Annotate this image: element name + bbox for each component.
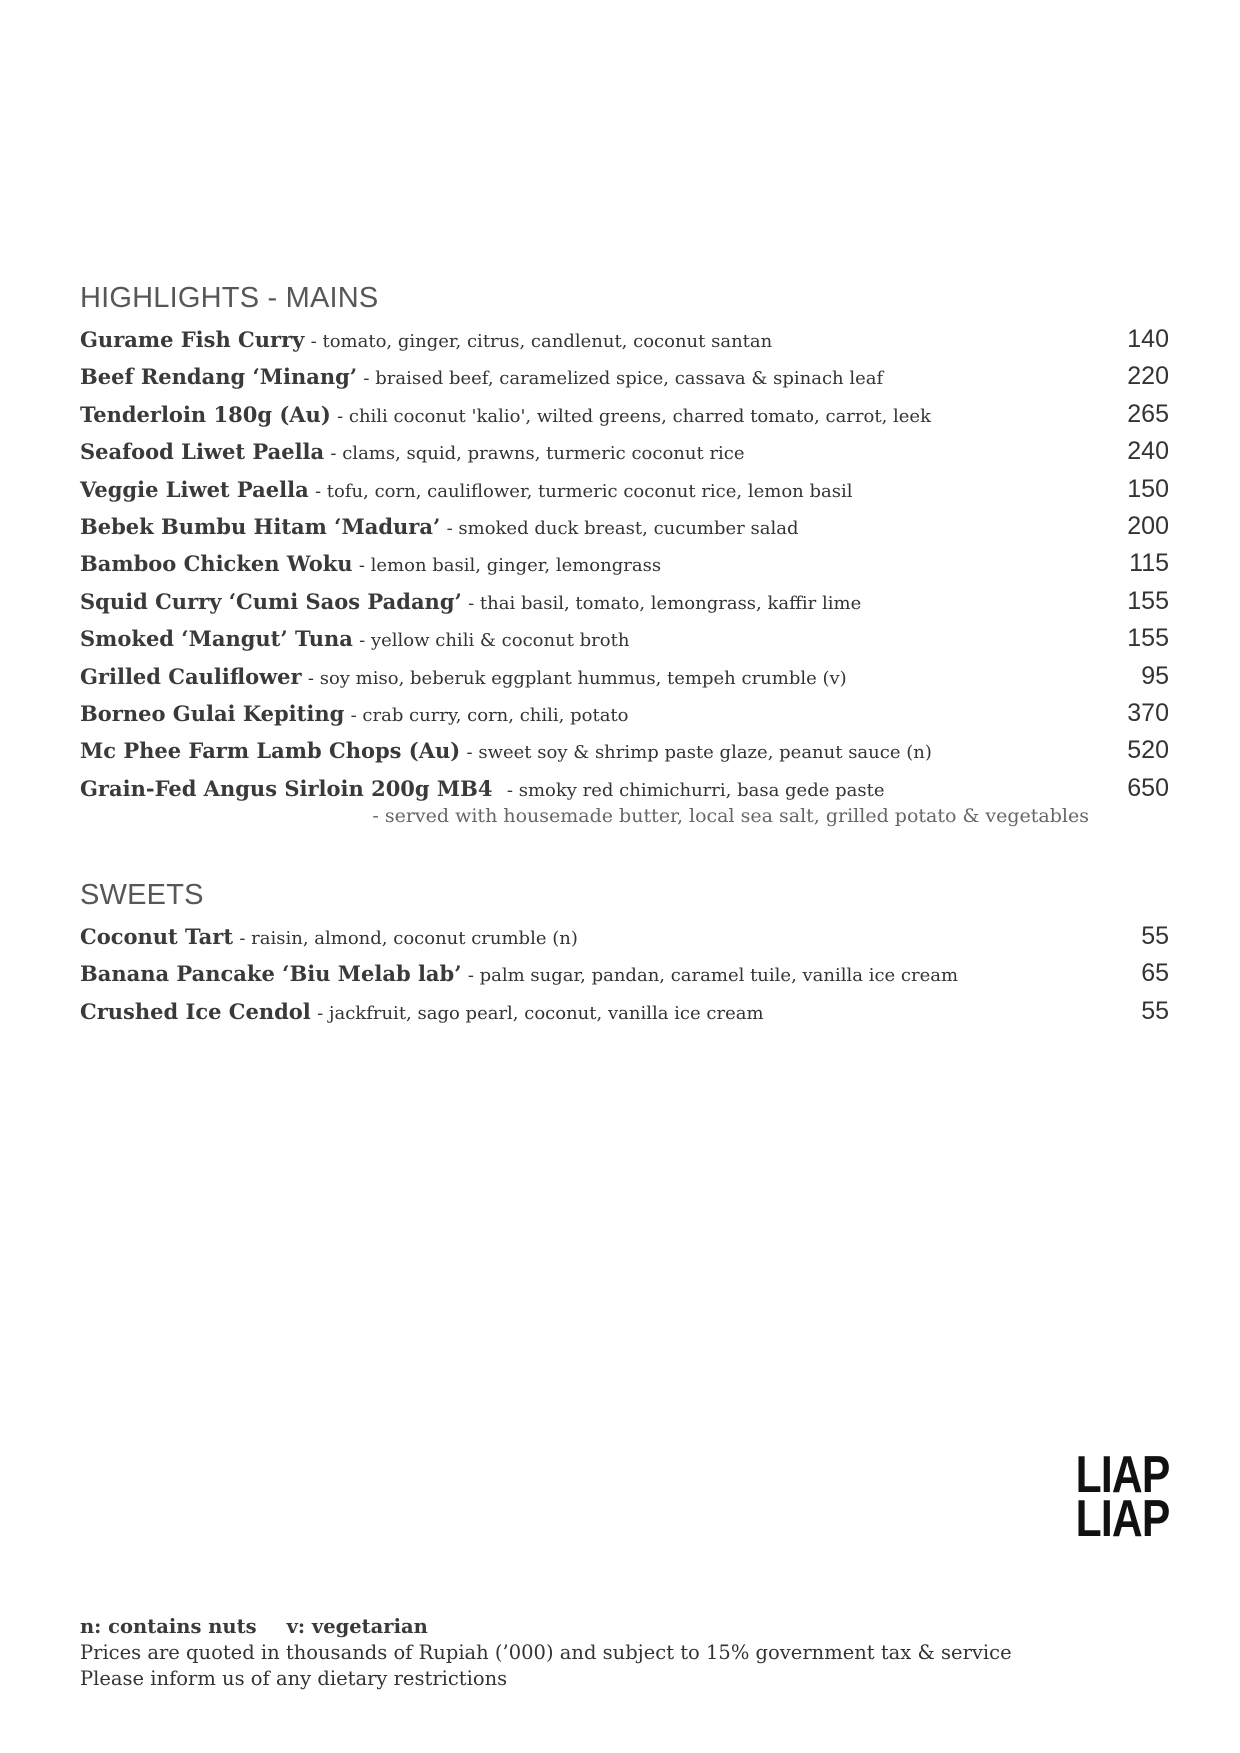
dish-text: [80, 695, 629, 735]
dish-text: [80, 620, 629, 660]
dish-price: 95: [1141, 661, 1169, 690]
footer: [80, 1614, 1012, 1692]
logo-line: LIAP: [1075, 1490, 1169, 1548]
dish-description: - lemon basil, ginger, lemongrass: [358, 555, 662, 577]
dietary-legend: [80, 1614, 1012, 1640]
dish-name: Crushed Ice Cendol: [80, 998, 311, 1024]
dish-description: - braised beef, caramelized spice, cassava & spinach leaf: [363, 368, 884, 390]
dish-description: - clams, squid, prawns, turmeric coconut rice: [330, 443, 745, 465]
dish-description: - thai basil, tomato, lemongrass, kaffir lime: [468, 592, 862, 614]
dish-name: Veggie Liwet Paella: [80, 476, 309, 502]
dish-description: - palm sugar, pandan, caramel tuile, vanilla ice cream: [467, 965, 959, 987]
menu-item: [80, 358, 1169, 395]
dish-name: Smoked ‘Mangut’ Tuna: [80, 626, 353, 652]
dish-name: Coconut Tart: [80, 924, 234, 949]
dish-name: Grilled Cauliflower: [80, 663, 302, 689]
logo: [1075, 1446, 1169, 1548]
dish-description: - soy miso, beberuk eggplant hummus, tempeh crumble (v): [307, 667, 847, 689]
dish-text: [80, 918, 578, 958]
dish-text: [80, 433, 745, 473]
dish-price: 115: [1129, 549, 1169, 578]
dish-price: 520: [1127, 736, 1169, 765]
dish-name: Tenderloin 180g (Au): [80, 401, 331, 427]
section-sweets: [80, 877, 1169, 1030]
section-title: SWEETS: [80, 879, 204, 911]
dish-price: 200: [1127, 511, 1169, 540]
dish-description: - tomato, ginger, citrus, candlenut, coconut santan: [310, 331, 773, 352]
legend-nuts: n: contains nuts: [80, 1615, 257, 1638]
menu-item: [80, 433, 1169, 470]
menu-item: [80, 545, 1169, 582]
menu-item: [80, 471, 1169, 508]
menu-item: [80, 955, 1169, 992]
dish-price: 155: [1127, 624, 1169, 653]
dish-description: - tofu, corn, cauliflower, turmeric coconut rice, lemon basil: [315, 480, 853, 502]
dish-text: [80, 508, 798, 548]
dish-name: Banana Pancake ‘Biu Melab lab’: [80, 961, 462, 987]
dish-description: - sweet soy & shrimp paste glaze, peanut sauce (n): [466, 742, 932, 764]
dish-text: [80, 545, 661, 585]
dish-description: - raisin, almond, coconut crumble (n): [239, 928, 578, 949]
dish-description: - crab curry, corn, chili, potato: [350, 704, 629, 726]
dietary-note: Please inform us of any dietary restrictions: [80, 1667, 508, 1690]
dish-description: - yellow chili & coconut broth: [359, 630, 630, 652]
dish-text: [80, 993, 764, 1033]
dish-price: 55: [1141, 996, 1169, 1025]
dish-price: 370: [1127, 698, 1169, 727]
dish-price: 150: [1127, 474, 1169, 503]
dish-description: - jackfruit, sago pearl, coconut, vanilla ice cream: [317, 1002, 764, 1024]
dish-name: Mc Phee Farm Lamb Chops (Au): [80, 738, 461, 764]
dish-price: 265: [1127, 399, 1169, 428]
menu-item: [80, 321, 1169, 358]
dish-price: 155: [1127, 586, 1169, 615]
serving-note: - served with housemade butter, local sea salt, grilled potato & vegetables: [372, 805, 1089, 828]
logo-line: LIAP: [1075, 1446, 1169, 1504]
dish-price: 650: [1127, 773, 1169, 802]
dish-description: - smoky red chimichurri, basa gede paste: [506, 779, 885, 801]
menu-item: [80, 918, 1169, 955]
menu-item: [80, 770, 1169, 807]
menu-item: [80, 396, 1169, 433]
menu-item: [80, 620, 1169, 657]
dish-text: [80, 955, 958, 995]
menu-item: [80, 658, 1169, 695]
dish-description: - chili coconut 'kalio', wilted greens, charred tomato, carrot, leek: [337, 405, 931, 427]
dish-text: [80, 583, 861, 623]
dish-text: [80, 321, 772, 361]
dish-price: 220: [1127, 362, 1169, 391]
dish-description: - smoked duck breast, cucumber salad: [446, 517, 799, 539]
menu-item: [80, 732, 1169, 769]
dish-name: Gurame Fish Curry: [80, 327, 305, 352]
menu-item: [80, 508, 1169, 545]
dish-name: Squid Curry ‘Cumi Saos Padang’: [80, 588, 462, 614]
dish-price: 55: [1141, 922, 1169, 950]
dish-name: Beef Rendang ‘Minang’: [80, 364, 358, 390]
dish-name: Borneo Gulai Kepiting: [80, 700, 345, 726]
dish-text: [80, 658, 847, 698]
legend-vegetarian: v: vegetarian: [286, 1615, 428, 1638]
dish-name: Grain-Fed Angus Sirloin 200g MB4: [80, 775, 493, 801]
dish-text: [80, 471, 853, 511]
dish-name: Seafood Liwet Paella: [80, 439, 325, 465]
dish-text: [80, 396, 931, 436]
dish-text: [80, 770, 884, 810]
dish-name: Bebek Bumbu Hitam ‘Madura’: [80, 513, 441, 539]
prices-note: Prices are quoted in thousands of Rupiah (’000) and subject to 15% government tax & service: [80, 1641, 1012, 1664]
menu-item: [80, 583, 1169, 620]
dish-price: 140: [1127, 325, 1169, 353]
dish-text: [80, 732, 932, 772]
menu-items: [80, 918, 1169, 1030]
menu-item: [80, 993, 1169, 1030]
section-title: HIGHLIGHTS - MAINS: [80, 282, 379, 314]
dish-name: Bamboo Chicken Woku: [80, 551, 353, 577]
dish-text: [80, 358, 883, 398]
menu-item: [80, 695, 1169, 732]
dish-price: 65: [1141, 959, 1169, 988]
dish-price: 240: [1127, 437, 1169, 466]
section-mains: [80, 280, 1169, 828]
menu-items: [80, 321, 1169, 807]
